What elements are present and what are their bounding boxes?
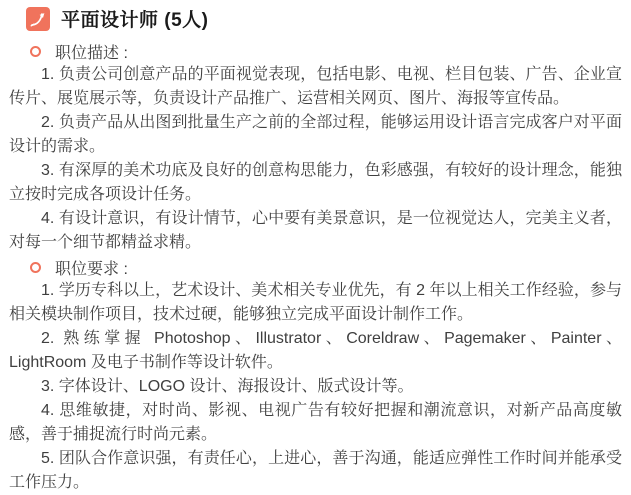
section-job-description: [0, 39, 631, 255]
job-requirement-item: 5. 团队合作意识强，有责任心，上进心，善于沟通，能适应弹性工作时间并能承受工作压力。: [9, 450, 622, 491]
job-description-item: 4. 有设计意识，有设计情节，心中要有美景意识，是一位视觉达人，完美主义者，对每一个细节都精益求精。: [9, 210, 622, 251]
circle-outline-icon: [30, 46, 41, 57]
job-requirement-item: 1. 学历专科以上，艺术设计、美术相关专业优先，有 2 年以上相关工作经验，参与相关模块制作项目，技术过硬，能够独立完成平面设计制作工作。: [9, 282, 622, 323]
job-description-item: 1. 负责公司创意产品的平面视觉表现，包括电影、电视、栏目包装、广告、企业宣传片、展览展示等，负责设计产品推广、运营相关网页、图片、海报等宣传品。: [9, 66, 622, 107]
section-heading-label: 职位描述 :: [55, 44, 128, 62]
job-requirements-heading: [30, 255, 631, 279]
section-heading-label: 职位要求 :: [55, 260, 128, 278]
job-requirement-item: 3. 字体设计、LOGO 设计、海报设计、版式设计等。: [41, 378, 414, 395]
curve-tool-icon: [26, 7, 50, 31]
job-header: [26, 5, 631, 32]
section-job-requirements: [0, 255, 631, 495]
job-requirement-item: 4. 思维敏捷，对时尚、影视、电视广告有较好把握和潮流意识，对新产品高度敏感，善于捕捉流行时尚元素。: [9, 402, 622, 443]
job-description-item: 3. 有深厚的美术功底及良好的创意构思能力，色彩感强，有较好的设计理念，能独立按时完成各项设计任务。: [9, 162, 622, 203]
job-title: 平面设计师 (5人): [61, 10, 209, 31]
job-description-heading: [30, 39, 631, 63]
job-description-item: 2. 负责产品从出图到批量生产之前的全部过程，能够运用设计语言完成客户对平面设计的需求。: [9, 114, 622, 155]
job-requirement-item: 2. 熟练掌握 Photoshop、Illustrator、Coreldraw、Pagemaker、Painter、LightRoom 及电子书制作等设计软件。: [9, 330, 622, 371]
circle-outline-icon: [30, 262, 41, 273]
